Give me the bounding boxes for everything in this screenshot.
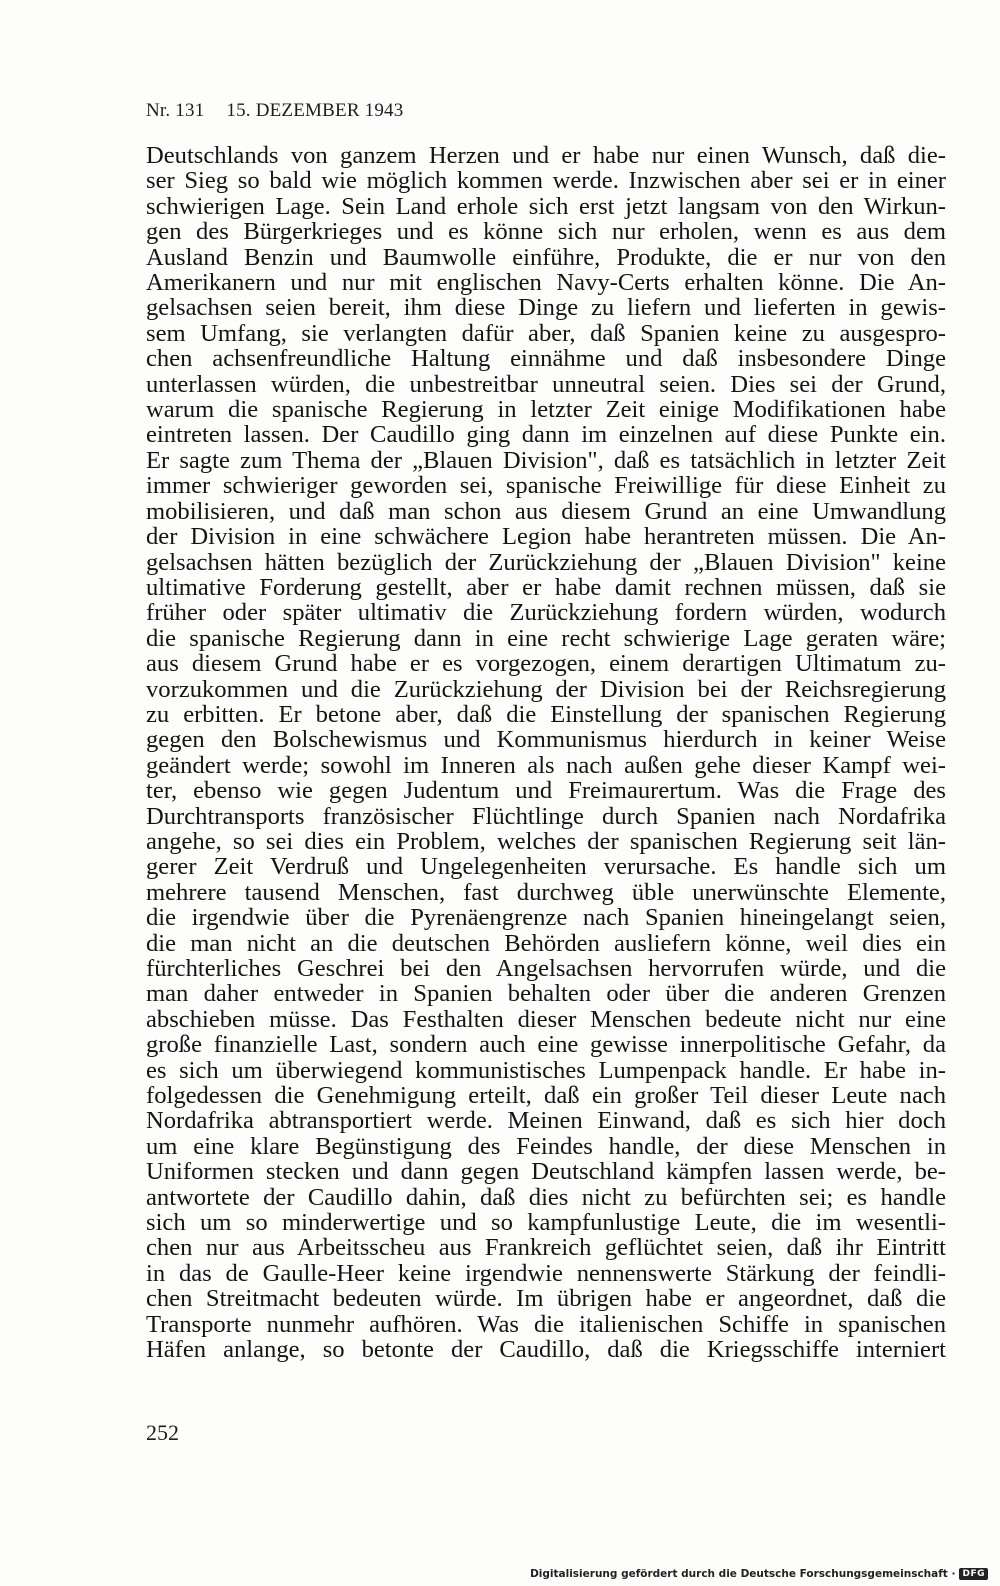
text-line: früher oder später ultimativ die Zurückziehung fordern würden, wodurch <box>146 599 946 627</box>
body-text <box>146 143 946 1363</box>
text-line: gerer Zeit Verdruß und Ungelegenheiten verursache. Es handle sich um <box>146 853 946 881</box>
text-line: gelsachsen seien bereit, ihm diese Dinge zu liefern und lieferten in gewis- <box>146 294 946 322</box>
text-line: zu erbitten. Er betone aber, daß die Einstellung der spanischen Regierung <box>146 700 946 728</box>
document-number: Nr. 131 <box>146 100 205 121</box>
text-line: schwierigen Lage. Sein Land erhole sich erst jetzt langsam von den Wirkun- <box>146 192 946 220</box>
text-line: der Division in eine schwächere Legion habe herantreten müssen. Die An- <box>146 523 946 551</box>
text-line: aus diesem Grund habe er es vorgezogen, einem derartigen Ultimatum zu- <box>146 650 946 678</box>
text-line: antwortete der Caudillo dahin, daß dies nicht zu befürchten sei; es handle <box>146 1183 946 1211</box>
text-line: ter, ebenso wie gegen Judentum und Freimaurertum. Was die Frage des <box>146 777 946 805</box>
text-line: in das de Gaulle-Heer keine irgendwie nennenswerte Stärkung der feindli- <box>146 1259 946 1287</box>
text-line: eintreten lassen. Der Caudillo ging dann im einzelnen auf diese Punkte ein. <box>146 421 946 449</box>
text-line: sich um so minderwertige und so kampfunlustige Leute, die im wesentli- <box>146 1209 946 1237</box>
text-line: vorzukommen und die Zurückziehung der Division bei der Reichsregierung <box>146 675 946 703</box>
text-line: Amerikanern und nur mit englischen Navy-Certs erhalten könne. Die An- <box>146 269 946 297</box>
page-number: 252 <box>146 1420 179 1445</box>
text-line: gegen den Bolschewismus und Kommunismus hierdurch in keiner Weise <box>146 726 946 754</box>
footer-text: Digitalisierung gefördert durch die Deutsche Forschungsgemeinschaft · <box>530 1568 956 1580</box>
text-line: immer schwieriger geworden sei, spanische Freiwillige für diese Einheit zu <box>146 472 946 500</box>
text-line: Durchtransports französischer Flüchtlinge durch Spanien nach Nordafrika <box>146 802 946 830</box>
text-line: die spanische Regierung dann in eine recht schwierige Lage geraten wäre; <box>146 624 946 652</box>
text-line: sem Umfang, sie verlangten dafür aber, daß Spanien keine zu ausgespro- <box>146 319 946 347</box>
text-line: Transporte nunmehr aufhören. Was die italienischen Schiffe in spanischen <box>146 1310 946 1338</box>
text-line: Häfen anlange, so betonte der Caudillo, daß die Kriegsschiffe interniert <box>146 1336 946 1364</box>
text-line: mobilisieren, und daß man schon aus diesem Grund an eine Umwandlung <box>146 497 946 525</box>
text-line: unterlassen würden, die unbestreitbar unneutral seien. Dies sei der Grund, <box>146 370 946 398</box>
text-line: folgedessen die Genehmigung erteilt, daß ein großer Teil dieser Leute nach <box>146 1082 946 1110</box>
text-line: chen nur aus Arbeitsscheu aus Frankreich geflüchtet seien, daß ihr Eintritt <box>146 1234 946 1262</box>
text-line: Uniformen stecken und dann gegen Deutschland kämpfen lassen werde, be- <box>146 1158 946 1186</box>
text-line: warum die spanische Regierung in letzter Zeit einige Modifikationen habe <box>146 396 946 424</box>
dfg-logo-icon: DFG <box>959 1568 988 1580</box>
text-line: ser Sieg so bald wie möglich kommen werde. Inzwischen aber sei er in einer <box>146 167 946 195</box>
text-line: ultimative Forderung gestellt, aber er habe damit rechnen müssen, daß sie <box>146 573 946 601</box>
text-line: Deutschlands von ganzem Herzen und er habe nur einen Wunsch, daß die- <box>146 142 946 169</box>
text-line: abschieben müsse. Das Festhalten dieser Menschen bedeute nicht nur eine <box>146 1005 946 1033</box>
text-line: gen des Bürgerkrieges und es könne sich nur erholen, wenn es aus dem <box>146 218 946 246</box>
text-line: die irgendwie über die Pyrenäengrenze nach Spanien hineingelangt seien, <box>146 904 946 932</box>
text-line: Nordafrika abtransportiert werde. Meinen Einwand, daß es sich hier doch <box>146 1107 946 1135</box>
text-line: um eine klare Begünstigung des Feindes handle, der diese Menschen in <box>146 1132 946 1160</box>
footer-credit <box>530 1568 988 1580</box>
text-line: fürchterliches Geschrei bei den Angelsachsen hervorrufen würde, und die <box>146 955 946 982</box>
text-line: man daher entweder in Spanien behalten oder über die anderen Grenzen <box>146 980 946 1008</box>
text-line: es sich um überwiegend kommunistisches Lumpenpack handle. Er habe in- <box>146 1056 946 1084</box>
text-line: chen Streitmacht bedeuten würde. Im übrigen habe er angeordnet, daß die <box>146 1285 946 1313</box>
text-line: die man nicht an die deutschen Behörden ausliefern könne, weil dies ein <box>146 929 946 957</box>
text-line: geändert werde; sowohl im Inneren als nach außen gehe dieser Kampf wei- <box>146 751 946 779</box>
text-line: Ausland Benzin und Baumwolle einführe, Produkte, die er nur von den <box>146 243 946 271</box>
text-line: chen achsenfreundliche Haltung einnähme und daß insbesondere Dinge <box>146 345 946 373</box>
text-line: mehrere tausend Menschen, fast durchweg üble unerwünschte Elemente, <box>146 878 946 906</box>
text-line: gelsachsen hätten bezüglich der Zurückziehung der „Blauen Division" keine <box>146 548 946 576</box>
document-date: 15. DEZEMBER 1943 <box>226 100 404 121</box>
text-line: Er sagte zum Thema der „Blauen Division", daß es tatsächlich in letzter Zeit <box>146 446 946 474</box>
page-header <box>146 100 403 122</box>
text-line: große finanzielle Last, sondern auch eine gewisse innerpolitische Gefahr, da <box>146 1031 946 1059</box>
text-line: angehe, so sei dies ein Problem, welches der spanischen Regierung seit län- <box>146 827 946 855</box>
